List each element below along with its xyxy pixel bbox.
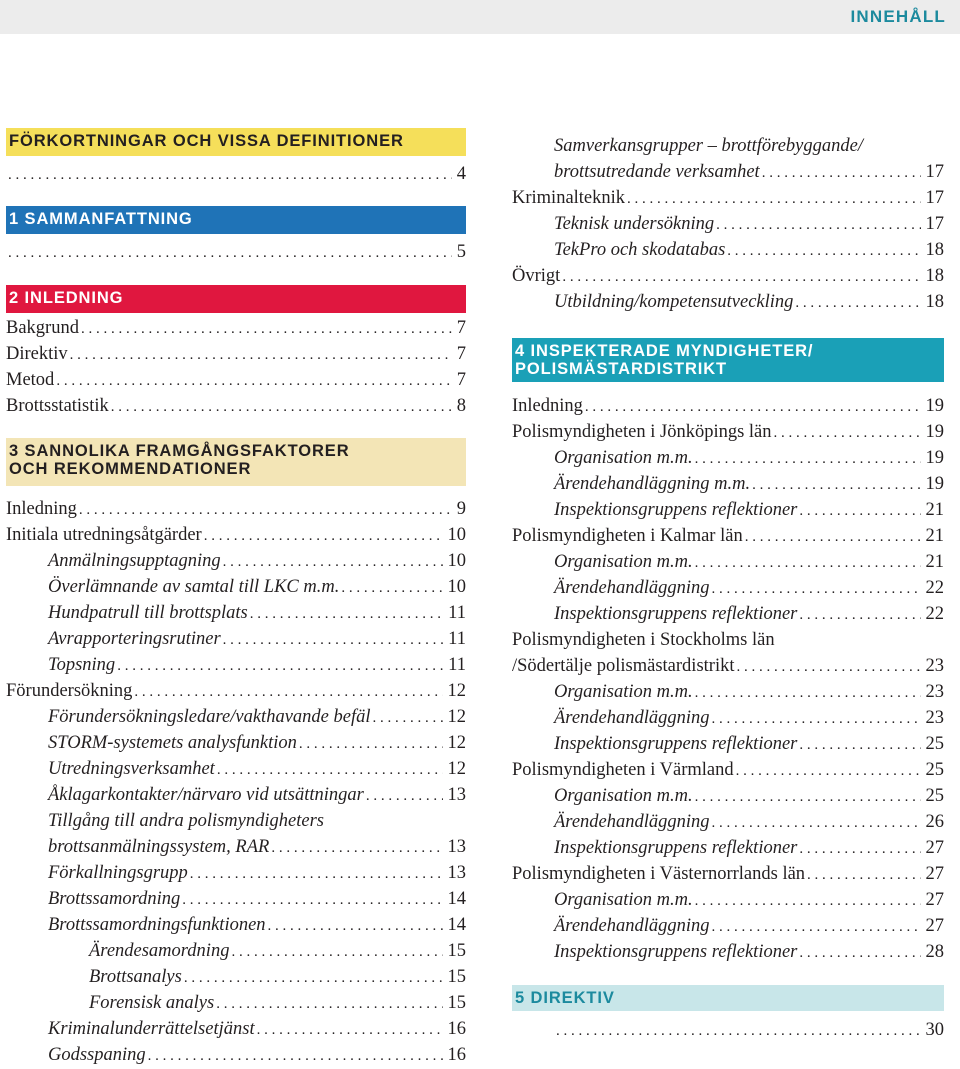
toc-entry — [512, 419, 944, 445]
toc-entry-text: Polismyndigheten i Stockholms län — [512, 630, 775, 650]
toc-entry-title: Bakgrund — [6, 318, 79, 338]
dot-leader — [627, 186, 920, 212]
toc-entry-title: Utredningsverksamhet — [48, 759, 215, 779]
toc-entry — [6, 626, 466, 652]
toc-entry — [512, 159, 944, 185]
dot-leader — [716, 212, 920, 238]
page-number: 23 — [925, 708, 944, 728]
page-number: 26 — [925, 812, 944, 832]
dot-leader — [111, 394, 452, 420]
toc-entry — [512, 861, 944, 887]
toc-entry — [6, 860, 466, 886]
page-number: 11 — [448, 655, 466, 675]
dot-leader — [799, 732, 920, 758]
toc-entry-title: Övrigt — [512, 266, 561, 286]
toc-entry — [512, 185, 944, 211]
page-number: 19 — [925, 474, 944, 494]
toc-entry-title: Direktiv — [6, 344, 68, 364]
toc-entry-title: Inspektionsgruppens reflektioner — [554, 838, 798, 858]
dot-leader — [341, 575, 442, 601]
toc-entry-title: Inledning — [512, 396, 583, 416]
toc-entry-title: Förkallningsgrupp — [48, 863, 188, 883]
page-number: 10 — [447, 525, 466, 545]
toc-entry-title: STORM-systemets analysfunktion — [48, 733, 297, 753]
page-number: 18 — [925, 292, 944, 312]
toc-entry — [512, 445, 944, 471]
toc-entry-title: Metod — [6, 370, 55, 390]
toc-entry-title: Överlämnande av samtal till LKC m.m. — [48, 577, 340, 597]
dot-leader — [712, 576, 921, 602]
page-number: 22 — [925, 604, 944, 624]
dot-leader — [795, 290, 920, 316]
toc-entry — [6, 393, 466, 419]
toc-entry — [512, 289, 944, 315]
dot-leader — [799, 602, 920, 628]
page-number: 25 — [925, 760, 944, 780]
dot-leader — [799, 836, 920, 862]
dot-leader — [562, 264, 920, 290]
dot-leader — [799, 940, 920, 966]
section-heading — [6, 438, 466, 486]
dot-leader — [257, 1017, 443, 1043]
dot-leader — [556, 1018, 921, 1044]
toc-entry — [6, 341, 466, 367]
page-number: 16 — [447, 1045, 466, 1065]
toc-entry — [6, 548, 466, 574]
dot-leader — [807, 862, 920, 888]
toc-entry — [6, 574, 466, 600]
page-number: 21 — [925, 500, 944, 520]
dot-leader — [8, 162, 452, 188]
page-number: 11 — [448, 603, 466, 623]
toc-entry-title: Ärendehandläggning — [554, 916, 710, 936]
toc-entry-title: TekPro och skodatabas — [554, 240, 726, 260]
toc-entry — [6, 239, 466, 265]
toc-entry-title: Ärendehandläggning — [554, 578, 710, 598]
toc-entry — [6, 1016, 466, 1042]
toc-entry — [6, 730, 466, 756]
toc-entry-title: Organisation m.m. — [554, 682, 693, 702]
section-heading — [512, 338, 944, 382]
page-number: 18 — [925, 240, 944, 260]
section-heading-text: FÖRKORTNINGAR OCH VISSA DEFINITIONER — [9, 132, 404, 150]
toc-entry-title: Åklagarkontakter/närvaro vid utsättningar — [48, 785, 364, 805]
page-number: 27 — [925, 890, 944, 910]
section-heading-text: OCH REKOMMENDATIONER — [9, 460, 252, 478]
dot-leader — [223, 549, 443, 575]
page-number: 27 — [925, 916, 944, 936]
dot-leader — [372, 705, 442, 731]
page-number: 14 — [447, 915, 466, 935]
page-title: INNEHÅLL — [850, 7, 946, 26]
dot-leader — [117, 653, 443, 679]
section-heading-text: 1 SAMMANFATTNING — [9, 210, 193, 228]
dot-leader — [299, 731, 443, 757]
toc-entry-title: Forensisk analys — [89, 993, 215, 1013]
toc-entry-title: brottsutredande verksamhet — [554, 162, 760, 182]
page-number: 25 — [925, 786, 944, 806]
page-number: 15 — [447, 941, 466, 961]
page-number: 21 — [925, 552, 944, 572]
dot-leader — [752, 472, 920, 498]
page-number: 18 — [925, 266, 944, 286]
toc-entry-title: Polismyndigheten i Jönköpings län — [512, 422, 772, 442]
toc-entry — [512, 575, 944, 601]
toc-entry — [512, 939, 944, 965]
page-number: 19 — [925, 448, 944, 468]
dot-leader — [585, 394, 921, 420]
page-number: 14 — [447, 889, 466, 909]
section-heading-text: 3 SANNOLIKA FRAMGÅNGSFAKTORER — [9, 442, 350, 460]
toc-entry — [512, 731, 944, 757]
toc-entry-title: Organisation m.m. — [554, 890, 693, 910]
toc-entry — [512, 237, 944, 263]
page-number: 13 — [447, 785, 466, 805]
dot-leader — [695, 784, 921, 810]
dot-leader — [727, 238, 920, 264]
toc-entry-title: Kriminalteknik — [512, 188, 626, 208]
dot-leader — [762, 160, 921, 186]
toc-entry-title: Polismyndigheten i Västernorrlands län — [512, 864, 806, 884]
toc-entry — [6, 886, 466, 912]
toc-entry-text: Tillgång till andra polismyndigheters — [48, 811, 324, 831]
toc-entry-title: Anmälningsupptagning — [48, 551, 221, 571]
page-number: 17 — [925, 214, 944, 234]
toc-entry — [512, 211, 944, 237]
page-number: 10 — [447, 551, 466, 571]
page-number: 12 — [447, 681, 466, 701]
toc-entry-title: Avrapporteringsrutiner — [48, 629, 221, 649]
toc-entry — [6, 964, 466, 990]
dot-leader — [366, 783, 443, 809]
toc-entry — [6, 912, 466, 938]
toc-entry-title: Förundersökning — [6, 681, 133, 701]
toc-entry — [512, 471, 944, 497]
page-number: 13 — [447, 863, 466, 883]
page-number: 25 — [925, 734, 944, 754]
page-number: 23 — [925, 656, 944, 676]
page-number: 16 — [447, 1019, 466, 1039]
toc-entry — [6, 990, 466, 1016]
toc-entry — [512, 523, 944, 549]
toc-entry — [512, 757, 944, 783]
toc-entry — [6, 496, 466, 522]
toc-entry-title: Inspektionsgruppens reflektioner — [554, 500, 798, 520]
toc-entry-title: Ärendehandläggning m.m. — [554, 474, 751, 494]
toc-entry-text: Samverkansgrupper – brottförebyggande/ — [554, 136, 863, 156]
dot-leader — [81, 316, 452, 342]
dot-leader — [79, 497, 452, 523]
page-number: 5 — [456, 242, 466, 262]
toc-entry-title: brottsanmälningssystem, RAR — [48, 837, 270, 857]
dot-leader — [204, 523, 443, 549]
page-number: 21 — [925, 526, 944, 546]
page-number: 17 — [925, 162, 944, 182]
page-number: 7 — [456, 318, 466, 338]
toc-entry-title: Organisation m.m. — [554, 448, 693, 468]
toc-entry — [512, 1017, 944, 1043]
toc-entry-title: Ärendehandläggning — [554, 812, 710, 832]
toc-entry-title: Teknisk undersökning — [554, 214, 715, 234]
page-number: 4 — [456, 164, 466, 184]
toc-entry-title: Polismyndigheten i Värmland — [512, 760, 734, 780]
dot-leader — [799, 498, 920, 524]
toc-entry — [6, 600, 466, 626]
section-heading — [6, 285, 466, 313]
page-number: 11 — [448, 629, 466, 649]
dot-leader — [217, 757, 443, 783]
toc-entry — [6, 756, 466, 782]
dot-leader — [712, 914, 921, 940]
toc-entry — [512, 809, 944, 835]
toc-entry — [512, 549, 944, 575]
toc-entry — [512, 263, 944, 289]
page-number: 28 — [925, 942, 944, 962]
page-number: 23 — [925, 682, 944, 702]
toc-entry — [6, 161, 466, 187]
page-number: 27 — [925, 864, 944, 884]
page-number: 22 — [925, 578, 944, 598]
dot-leader — [148, 1043, 443, 1069]
toc-entry — [6, 315, 466, 341]
dot-leader — [182, 887, 442, 913]
dot-leader — [231, 939, 442, 965]
dot-leader — [70, 342, 452, 368]
toc-entry — [512, 393, 944, 419]
dot-leader — [712, 810, 921, 836]
page-number: 17 — [925, 188, 944, 208]
toc-entry-title: Kriminalunderrättelsetjänst — [48, 1019, 255, 1039]
page-number: 12 — [447, 733, 466, 753]
toc-entry — [6, 704, 466, 730]
toc-entry — [512, 705, 944, 731]
dot-leader — [8, 240, 452, 266]
page-number: 13 — [447, 837, 466, 857]
toc-entry — [512, 679, 944, 705]
section-heading-text: 4 INSPEKTERADE MYNDIGHETER/ — [515, 342, 814, 360]
page-number: 19 — [925, 396, 944, 416]
page-number: 12 — [447, 759, 466, 779]
section-heading-text: 2 INLEDNING — [9, 289, 124, 307]
toc-entry-title: Brottsstatistik — [6, 396, 109, 416]
dot-leader — [774, 420, 921, 446]
dot-leader — [190, 861, 443, 887]
toc-entry — [512, 783, 944, 809]
toc-entry — [6, 678, 466, 704]
page-number: 7 — [456, 344, 466, 364]
toc-entry — [512, 653, 944, 679]
page-number: 30 — [925, 1020, 944, 1040]
section-heading — [6, 128, 466, 156]
toc-entry — [512, 835, 944, 861]
section-heading — [512, 985, 944, 1011]
toc-entry — [6, 1042, 466, 1068]
toc-entry-title: Godsspaning — [48, 1045, 146, 1065]
dot-leader — [695, 446, 921, 472]
toc-entry-title: Polismyndigheten i Kalmar län — [512, 526, 743, 546]
dot-leader — [216, 991, 442, 1017]
page-number: 10 — [447, 577, 466, 597]
dot-leader — [268, 913, 443, 939]
dot-leader — [736, 654, 920, 680]
page-number: 12 — [447, 707, 466, 727]
toc-entry — [6, 522, 466, 548]
dot-leader — [695, 550, 921, 576]
page-number: 19 — [925, 422, 944, 442]
toc-entry-title: Ärendehandläggning — [554, 708, 710, 728]
page-number: 7 — [456, 370, 466, 390]
toc-entry-title: Brottsanalys — [89, 967, 182, 987]
dot-leader — [695, 888, 921, 914]
dot-leader — [56, 368, 451, 394]
dot-leader — [134, 679, 442, 705]
toc-entry — [6, 367, 466, 393]
page-number: 8 — [456, 396, 466, 416]
dot-leader — [250, 601, 443, 627]
toc-entry-title: Brottssamordningsfunktionen — [48, 915, 266, 935]
dot-leader — [184, 965, 443, 991]
section-heading-text: 5 DIREKTIV — [515, 989, 615, 1007]
section-heading — [6, 206, 466, 234]
toc-entry-title: Brottssamordning — [48, 889, 181, 909]
page-number: 9 — [456, 499, 466, 519]
toc-entry-title: Inledning — [6, 499, 77, 519]
toc-entry — [512, 887, 944, 913]
toc-entry — [6, 834, 466, 860]
toc-entry-title: Organisation m.m. — [554, 786, 693, 806]
toc-entry — [512, 601, 944, 627]
page-number: 15 — [447, 967, 466, 987]
dot-leader — [695, 680, 921, 706]
toc-entry-title: Utbildning/kompetensutveckling — [554, 292, 794, 312]
toc-entry — [512, 497, 944, 523]
toc-entry-title: Hundpatrull till brottsplats — [48, 603, 248, 623]
toc-entry-title: Initiala utredningsåtgärder — [6, 525, 202, 545]
toc-entry-title: Inspektionsgruppens reflektioner — [554, 734, 798, 754]
toc-entry-title: Inspektionsgruppens reflektioner — [554, 604, 798, 624]
toc-entry — [6, 782, 466, 808]
page-number: 27 — [925, 838, 944, 858]
toc-entry — [512, 913, 944, 939]
dot-leader — [736, 758, 921, 784]
page-number: 15 — [447, 993, 466, 1013]
toc-entry-title: Topsning — [48, 655, 116, 675]
dot-leader — [271, 835, 442, 861]
toc-entry-title: Inspektionsgruppens reflektioner — [554, 942, 798, 962]
toc-entry-title: /Södertälje polismästardistrikt — [512, 656, 735, 676]
header-band — [0, 0, 960, 34]
dot-leader — [745, 524, 921, 550]
toc-entry-title: Organisation m.m. — [554, 552, 693, 572]
toc-entry-title: Ärendesamordning — [89, 941, 230, 961]
section-heading-text: POLISMÄSTARDISTRIKT — [515, 360, 728, 378]
toc-entry-title: Förundersökningsledare/vakthavande befäl — [48, 707, 371, 727]
dot-leader — [712, 706, 921, 732]
toc-entry — [6, 938, 466, 964]
dot-leader — [223, 627, 444, 653]
toc-entry — [6, 652, 466, 678]
